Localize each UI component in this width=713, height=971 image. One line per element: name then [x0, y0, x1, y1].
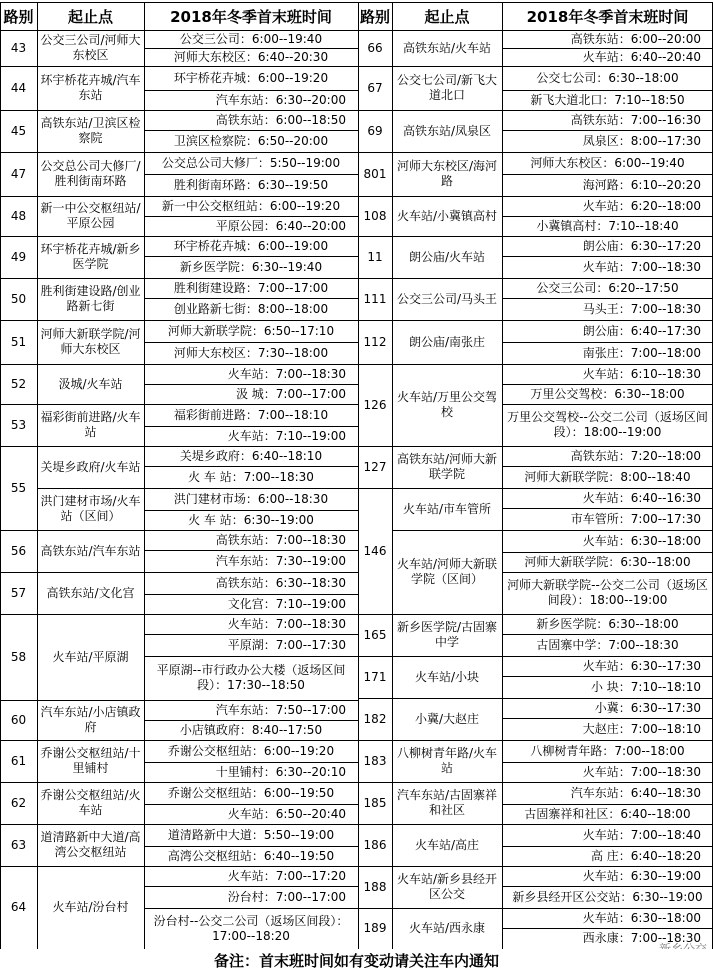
- stops-label: 胜利街建设路/创业路新七街: [40, 284, 141, 313]
- grid-line-v: [358, 2, 359, 949]
- grid-line-h: [144, 762, 358, 763]
- stops-label: 火车站/市车管所: [402, 501, 492, 516]
- grid-line-h: [502, 530, 713, 531]
- stops-label: 火车站/高庄: [414, 837, 480, 852]
- time-entry: 河师大东校区：6:40--20:30: [173, 49, 329, 64]
- grid-line-h: [502, 48, 713, 49]
- time-entry: 火车站：6:40--16:30: [582, 490, 701, 505]
- time-entry: 河师大东校区：6:00--19:40: [530, 155, 685, 170]
- grid-line-h: [502, 552, 713, 553]
- stops-label: 河师大东校区/海河路: [396, 159, 498, 188]
- time-entry: 火车站：6:30--18:00: [582, 533, 701, 548]
- time-entry: 南张庄：7:00--18:00: [582, 345, 701, 360]
- grid-line-h: [502, 928, 713, 929]
- time-entry: 洪门建材市场：6:00--18:30: [173, 491, 329, 506]
- time-entry: 朗公庙：6:30--17:20: [582, 238, 701, 253]
- time-entry: 公交三公司：6:00--19:40: [179, 31, 323, 46]
- time-entry: 新乡医学院：6:30--19:40: [179, 259, 323, 274]
- time-entry: 创业路新七街：8:00--18:00: [173, 301, 329, 316]
- grid-line-h: [144, 174, 358, 175]
- stops-label: 火车站/小块: [414, 669, 480, 684]
- time-entry: 火 车 站：6:30--19:00: [188, 512, 314, 527]
- time-entry: 胜利街南环路：6:30--19:50: [173, 177, 329, 192]
- header-stops-right: 起止点: [424, 7, 470, 26]
- grid-line-h: [144, 342, 358, 343]
- grid-line-v: [392, 2, 393, 949]
- time-entry: 火车站：6:40--20:40: [582, 49, 701, 64]
- grid-line-v: [502, 2, 503, 949]
- stops-label: 高铁东站/汽车东站: [40, 543, 141, 558]
- route-number: 182: [363, 711, 387, 726]
- grid-line-h: [0, 30, 713, 31]
- time-entry: 新一中公交枢纽站：6:00--19:20: [161, 198, 341, 213]
- route-number: 49: [10, 249, 27, 264]
- grid-line-h: [502, 762, 713, 763]
- grid-line-h: [144, 846, 358, 847]
- time-entry: 汾台村：7:00--17:00: [227, 889, 346, 904]
- grid-line-h: [502, 90, 713, 91]
- stops-label: 朗公庙/火车站: [408, 249, 486, 264]
- stops-label: 朗公庙/南张庄: [408, 334, 486, 349]
- time-entry: 公交三公司：6:20--17:50: [536, 280, 679, 295]
- grid-line-h: [502, 846, 713, 847]
- route-number: 146: [363, 543, 387, 558]
- grid-line-v: [144, 2, 145, 949]
- time-entry: 河师大新联学院：6:30--18:00: [524, 554, 691, 569]
- time-entry: 汾台村--公交二公司（返场区间段）：17:00--18:20: [153, 913, 349, 943]
- route-number: 67: [367, 80, 383, 95]
- stops-label: 火车站/万里公交驾校: [396, 390, 498, 419]
- grid-line-h: [502, 718, 713, 719]
- route-number: 127: [363, 459, 387, 474]
- grid-line-h: [144, 466, 358, 467]
- route-number: 801: [363, 166, 387, 181]
- grid-line-h: [502, 508, 713, 509]
- time-entry: 火车站：7:00--17:20: [227, 868, 346, 883]
- time-entry: 万里公交驾校--公交二公司（返场区间段）：18:00--19:00: [507, 410, 708, 439]
- grid-line-h: [144, 634, 358, 635]
- grid-line-h: [502, 298, 713, 299]
- stops-label: 高铁东站/卫滨区检察院: [40, 116, 141, 145]
- stops-label: 道清路新中大道/高湾公交枢纽站: [40, 830, 141, 859]
- grid-line-h: [502, 404, 713, 405]
- time-entry: 火车站：6:30--19:00: [582, 868, 701, 883]
- stops-label: 公交三公司/河师大东校区: [40, 33, 141, 62]
- route-number: 64: [10, 900, 27, 914]
- time-entry: 河师大新联学院：8:00--18:40: [524, 469, 691, 484]
- time-entry: 汽车东站：6:40--18:30: [570, 785, 701, 800]
- route-number: 186: [363, 837, 387, 852]
- grid-line-h: [502, 342, 713, 343]
- route-number: 111: [363, 291, 387, 306]
- time-entry: 火车站：6:30--17:30: [582, 658, 701, 673]
- time-entry: 汽车东站：7:50--17:00: [215, 702, 346, 717]
- route-number: 112: [363, 334, 387, 349]
- time-entry: 八柳树青年路：7:00--18:00: [530, 743, 685, 758]
- time-entry: 河师大新联学院：6:50--17:10: [167, 323, 335, 338]
- route-number: 60: [10, 712, 27, 727]
- stops-label: 汽车东站/古固寨祥和社区: [396, 788, 498, 817]
- time-entry: 火车站：7:00--18:30: [582, 259, 701, 274]
- time-entry: 河师大新联学院--公交二公司（返场区间段）：18:00--19:00: [507, 578, 708, 607]
- grid-line-h: [144, 426, 358, 427]
- time-entry: 小冀：6:30--17:30: [594, 700, 701, 715]
- route-number: 55: [10, 480, 27, 495]
- stops-label: 新乡医学院/古固寨中学: [396, 620, 498, 649]
- time-entry: 古固寨祥和社区：6:40--18:00: [524, 806, 691, 821]
- grid-line-h: [144, 804, 358, 805]
- time-entry: 卫滨区检察院：6:50--20:00: [173, 133, 329, 148]
- route-number: 51: [10, 334, 27, 349]
- grid-line-h: [144, 298, 358, 299]
- time-entry: 汲 城：7:00--17:00: [235, 386, 346, 401]
- route-number: 171: [363, 669, 387, 684]
- stops-label: 火车站/河师大新联学院（区间）: [396, 557, 498, 586]
- grid-line-h: [144, 886, 358, 887]
- time-entry: 十里铺村：6:30--20:10: [215, 764, 346, 779]
- route-number: 108: [363, 208, 387, 223]
- time-entry: 平原湖：7:00--17:30: [227, 637, 346, 652]
- grid-line-h: [502, 256, 713, 257]
- time-entry: 胜利街建设路：7:00--17:00: [173, 280, 329, 295]
- route-number: 189: [363, 921, 387, 935]
- time-entry: 公交七公司：6:30--18:00: [536, 70, 679, 85]
- grid-line-h: [144, 550, 358, 551]
- time-entry: 小店镇政府：8:40--17:50: [179, 722, 323, 737]
- time-entry: 万里公交驾校：6:30--18:00: [530, 386, 685, 401]
- time-entry: 高湾公交枢纽站：6:40--19:50: [167, 848, 335, 863]
- time-entry: 高铁东站：7:20--18:00: [570, 448, 701, 463]
- time-entry: 汽车东站：7:30--19:00: [215, 553, 346, 568]
- stops-label: 福彩街前进路/火车站: [40, 410, 141, 439]
- time-entry: 汽车东站：6:30--20:00: [215, 92, 346, 107]
- stops-label: 火车站/小冀镇高村: [396, 208, 498, 223]
- grid-line-h: [502, 676, 713, 677]
- stops-label: 火车站/汾台村: [52, 900, 129, 914]
- stops-label: 环宇桥花卉城/汽车东站: [40, 73, 141, 102]
- grid-line-h: [502, 886, 713, 887]
- grid-line-h: [144, 510, 358, 511]
- time-entry: 关堤乡政府：6:40--18:10: [179, 448, 323, 463]
- time-entry: 火 车 站：7:00--18:30: [188, 469, 314, 484]
- stops-label: 公交总公司大修厂/胜利街南环路: [40, 159, 141, 188]
- time-entry: 高铁东站：6:30--18:30: [215, 575, 346, 590]
- grid-line-h: [144, 594, 358, 595]
- grid-line-h: [502, 174, 713, 175]
- grid-line-h: [502, 216, 713, 217]
- time-entry: 火车站：7:10--19:00: [227, 428, 346, 443]
- grid-line-h: [502, 572, 713, 573]
- grid-line-v: [37, 2, 38, 949]
- stops-label: 乔谢公交枢纽站/十里铺村: [40, 746, 141, 775]
- stops-label: 新一中公交枢纽站/平原公园: [40, 201, 141, 230]
- time-entry: 福彩街前进路：7:00--18:10: [173, 407, 329, 422]
- time-entry: 小冀镇高村：7:10--18:40: [536, 218, 679, 233]
- grid-line-h: [144, 488, 358, 489]
- header-route-right: 路别: [359, 7, 390, 26]
- route-number: 165: [363, 627, 387, 642]
- route-number: 126: [363, 397, 387, 412]
- time-entry: 高铁东站：7:00--16:30: [570, 112, 701, 127]
- route-number: 45: [10, 123, 27, 138]
- grid-line-h: [0, 2, 713, 3]
- stops-label: 小冀/大赵庄: [414, 711, 480, 726]
- grid-line-v: [0, 2, 1, 949]
- time-entry: 河师大东校区：7:30--18:00: [173, 345, 329, 360]
- route-number: 44: [10, 80, 27, 95]
- time-entry: 新乡县经开区公交站：6:30--19:00: [512, 889, 703, 904]
- time-entry: 西永康：7:00--18:30: [582, 931, 701, 945]
- grid-line-h: [392, 530, 502, 531]
- time-entry: 火车站：7:00--18:30: [582, 764, 701, 779]
- footer-note: 备注：首末班时间如有变动请关注车内通知: [0, 949, 713, 971]
- time-entry: 市车管所：7:00--17:30: [570, 511, 701, 526]
- header-route-left: 路别: [3, 7, 34, 26]
- grid-line-h: [144, 256, 358, 257]
- stops-label: 公交三公司/马头王: [396, 291, 498, 306]
- time-entry: 火车站：7:00--18:40: [582, 827, 701, 842]
- grid-line-h: [502, 384, 713, 385]
- time-entry: 新飞大道北口：7:10--18:50: [530, 92, 685, 107]
- grid-line-h: [144, 384, 358, 385]
- route-number: 50: [10, 291, 27, 306]
- stops-label: 公交七公司/新飞大道北口: [396, 73, 498, 102]
- time-entry: 大赵庄：7:00--18:10: [582, 721, 701, 736]
- route-number: 56: [10, 543, 27, 558]
- header-time-left: 2018年冬季首末班时间: [170, 7, 332, 26]
- stops-label: 火车站/新乡县经开区公交: [396, 872, 498, 901]
- route-number: 52: [10, 376, 27, 391]
- stops-label: 八柳树青年路/火车站: [396, 746, 498, 775]
- stops-label: 汲城/火车站: [58, 376, 123, 391]
- stops-label: 火车站/平原湖: [52, 649, 129, 664]
- grid-line-h: [144, 908, 358, 909]
- time-entry: 新乡医学院：6:30--18:00: [536, 616, 679, 631]
- grid-line-h: [502, 466, 713, 467]
- header-stops-left: 起止点: [67, 7, 113, 26]
- time-entry: 平原公园：6:40--20:00: [215, 218, 346, 233]
- time-entry: 凤泉区：8:00--17:30: [582, 133, 701, 148]
- grid-line-h: [144, 130, 358, 131]
- stops-label: 乔谢公交枢纽站/火车站: [40, 788, 141, 817]
- time-entry: 平原湖--市行政办公大楼（返场区间段）：17:30--18:50: [156, 663, 346, 692]
- stops-label: 河师大新联学院/河师大东校区: [40, 327, 141, 356]
- time-entry: 环宇桥花卉城：6:00--19:00: [173, 238, 329, 253]
- grid-line-h: [144, 720, 358, 721]
- route-number: 61: [10, 753, 27, 768]
- grid-line-h: [144, 90, 358, 91]
- route-number: 47: [10, 166, 27, 181]
- route-number: 63: [10, 837, 27, 852]
- time-entry: 火车站：6:50--20:40: [227, 806, 346, 821]
- header-time-right: 2018年冬季首末班时间: [526, 7, 689, 26]
- time-entry: 高铁东站：6:00--20:00: [570, 31, 701, 46]
- time-entry: 乔谢公交枢纽站：6:00--19:50: [167, 785, 335, 800]
- stops-label: 洪门建材市场/火车站（区间）: [40, 494, 141, 523]
- route-number: 183: [363, 753, 387, 768]
- stops-label: 环宇桥花卉城/新乡医学院: [40, 242, 141, 271]
- route-number: 185: [363, 795, 387, 810]
- grid-line-h: [502, 804, 713, 805]
- grid-line-h: [502, 130, 713, 131]
- time-entry: 火车站：6:20--18:00: [582, 198, 701, 213]
- grid-line-h: [502, 634, 713, 635]
- route-number: 57: [10, 585, 27, 600]
- time-entry: 文化宫：7:10--19:00: [227, 596, 346, 611]
- time-entry: 朗公庙：6:40--17:30: [582, 323, 701, 338]
- time-entry: 火车站：7:00--18:30: [227, 366, 346, 381]
- stops-label: 高铁东站/凤泉区: [402, 123, 492, 138]
- time-entry: 高铁东站：7:00--18:30: [215, 532, 346, 547]
- route-number: 69: [367, 123, 383, 138]
- grid-line-h: [144, 216, 358, 217]
- stops-label: 汽车东站/小店镇政府: [40, 705, 141, 734]
- stops-label: 高铁东站/火车站: [402, 40, 492, 55]
- time-entry: 小 块：7:10--18:10: [590, 679, 701, 694]
- time-entry: 公交总公司大修厂：5:50--19:00: [161, 155, 341, 170]
- grid-line-h: [144, 48, 358, 49]
- time-entry: 火车站：6:30--18:00: [582, 910, 701, 925]
- time-entry: 乔谢公交枢纽站：6:00--19:20: [167, 743, 335, 758]
- time-entry: 高铁东站：6:00--18:50: [215, 112, 346, 127]
- time-entry: 环宇桥花卉城：6:00--19:20: [173, 70, 329, 85]
- stops-label: 火车站/西永康: [408, 921, 486, 935]
- route-number: 62: [10, 795, 27, 810]
- time-entry: 古固寨中学：7:00--18:30: [536, 637, 679, 652]
- stops-label: 高铁东站/文化宫: [46, 585, 135, 600]
- grid-line-h: [37, 488, 144, 489]
- route-number: 188: [363, 879, 387, 894]
- route-number: 53: [10, 417, 27, 432]
- stops-label: 高铁东站/河师大新联学院: [396, 452, 498, 481]
- time-entry: 火车站：6:10--18:30: [582, 366, 701, 381]
- route-number: 58: [10, 649, 27, 664]
- route-number: 11: [367, 249, 383, 264]
- grid-line-h: [144, 656, 358, 657]
- time-entry: 火车站：7:00--18:30: [227, 616, 346, 631]
- stops-label: 关堤乡政府/火车站: [40, 459, 141, 474]
- time-entry: 高 庄：6:40--18:20: [590, 848, 701, 863]
- route-number: 66: [367, 40, 383, 55]
- time-entry: 道清路新中大道：5:50--19:00: [167, 827, 335, 842]
- route-number: 48: [10, 208, 27, 223]
- time-entry: 马头王：7:00--18:30: [582, 301, 701, 316]
- time-entry: 海河路：6:10--20:20: [582, 177, 701, 192]
- route-number: 43: [10, 40, 27, 55]
